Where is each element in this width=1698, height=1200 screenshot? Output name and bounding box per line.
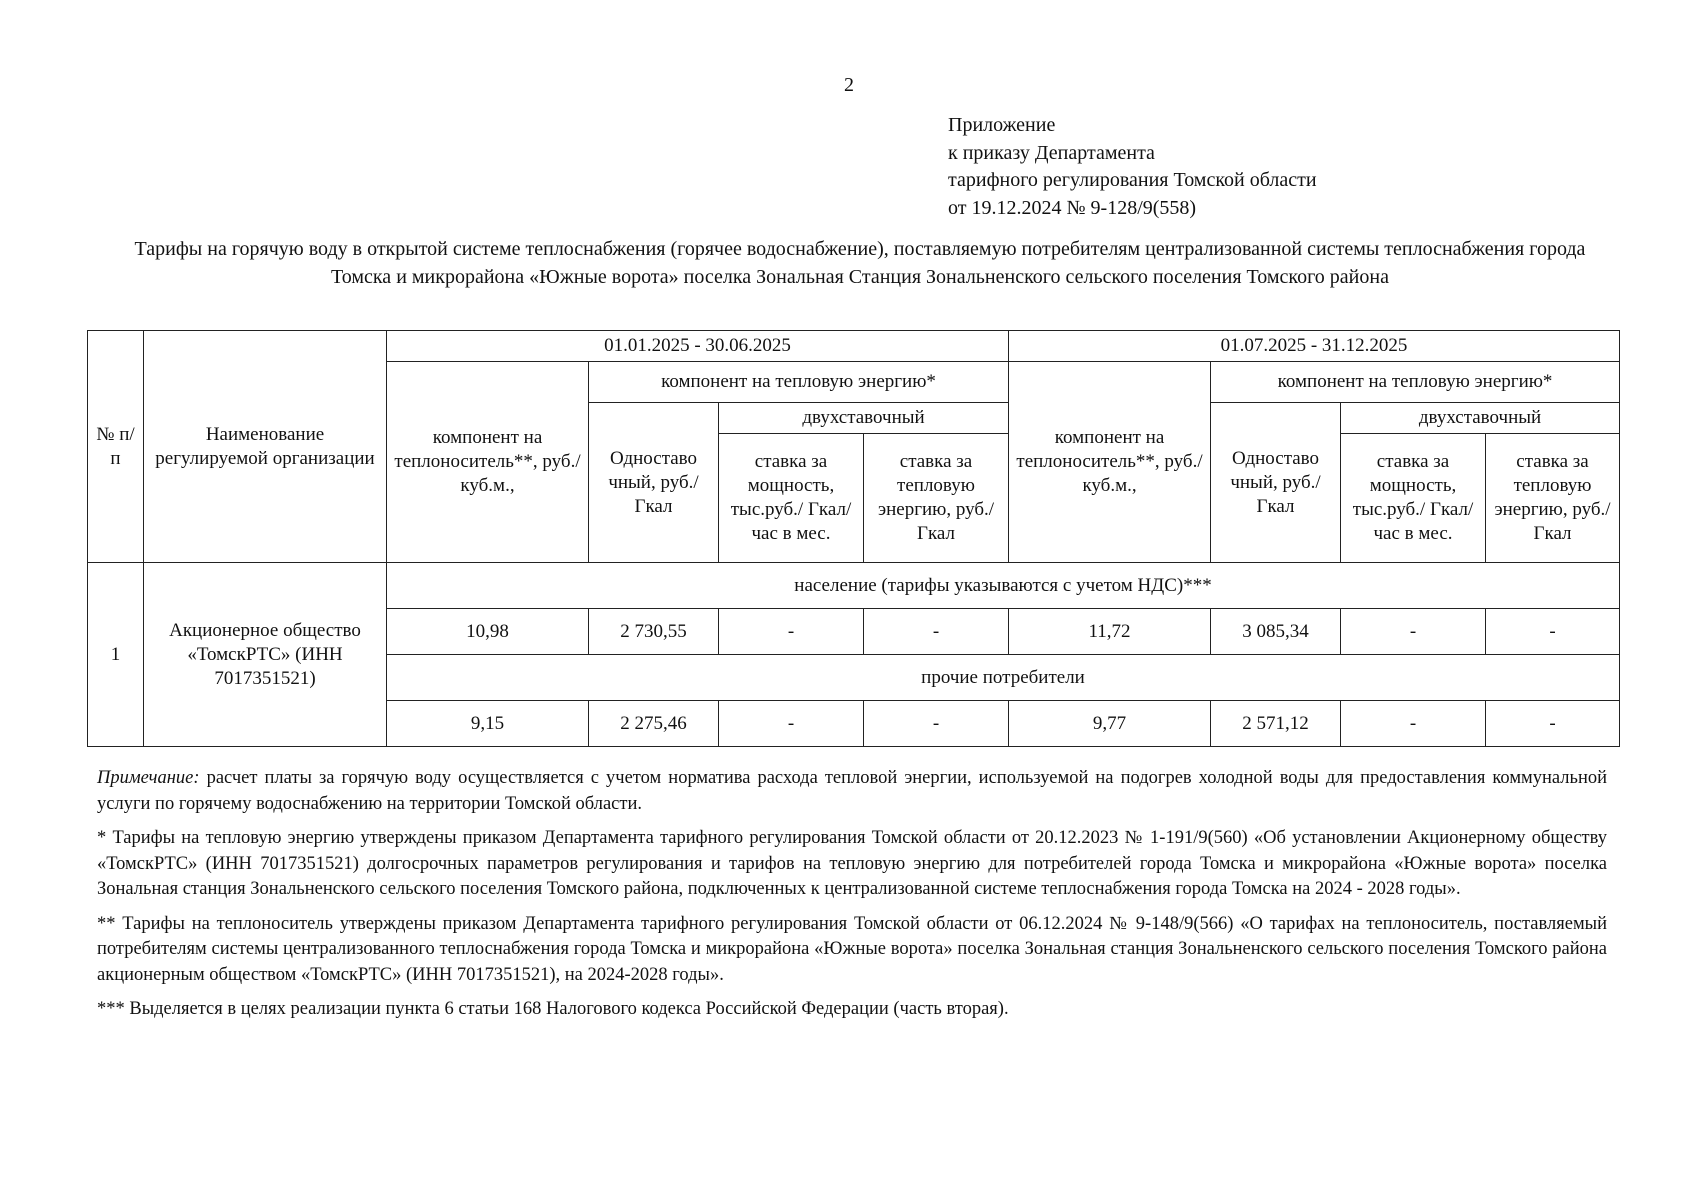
row-num: 1 (88, 563, 144, 747)
other-cell: - (1486, 701, 1620, 747)
note-text: расчет платы за горячую воду осуществляется с учетом норматива расхода тепловой энергии, используемой на подогрев холодной воды для предоставления коммунальной услуги по горячему водоснабжению на территории Томской области. (97, 768, 1607, 814)
other-cell: - (864, 701, 1009, 747)
population-cell: - (1486, 609, 1620, 655)
header-two-rate-1: двухставочный (719, 403, 1009, 434)
header-single-rate-1: Одноставо чный, руб./Гкал (589, 403, 719, 563)
header-heat-component-2: компонент на тепловую энергию* (1211, 362, 1620, 403)
other-cell: 2 275,46 (589, 701, 719, 747)
appendix-line: тарифного регулирования Томской области (948, 169, 1317, 191)
population-cell: 2 730,55 (589, 609, 719, 655)
footnote-2: ** Тарифы на теплоноситель утверждены приказом Департамента тарифного регулирования Томской области от 06.12.2024 № 9-148/9(566) «О тарифах на теплоноситель, поставляемый потребителям системы централизованного теплоснабжения города Томска и микрорайона «Южные ворота» поселка Зональная станция Зональненского сельского поселения Томского района акционерным обществом «ТомскРТС» (ИНН 7017351521), на 2024-2028 годы». (97, 913, 1607, 985)
other-cell: 2 571,12 (1211, 701, 1341, 747)
population-cell: 3 085,34 (1211, 609, 1341, 655)
header-organization: Наименование регулируемой организации (144, 331, 387, 563)
row-organization: Акционерное общество «ТомскРТС» (ИНН 7017351521) (144, 563, 387, 747)
header-num: № п/п (88, 331, 144, 563)
population-cell: - (719, 609, 864, 655)
header-energy-rate-2: ставка за тепловую энергию, руб./Гкал (1486, 434, 1620, 563)
note-label: Примечание: (97, 768, 200, 788)
other-cell: - (1341, 701, 1486, 747)
population-cell: - (1341, 609, 1486, 655)
section-population: население (тарифы указываются с учетом НДС)*** (387, 563, 1620, 609)
header-coolant-2: компонент на теплоноситель**, руб./куб.м., (1009, 362, 1211, 563)
header-period-1: 01.01.2025 - 30.06.2025 (387, 331, 1009, 362)
page-number: 2 (844, 74, 854, 96)
header-capacity-rate-1: ставка за мощность, тыс.руб./ Гкал/час в мес. (719, 434, 864, 563)
other-cell: - (719, 701, 864, 747)
appendix-line: Приложение (948, 114, 1056, 136)
population-cell: - (864, 609, 1009, 655)
document-title: Тарифы на горячую воду в открытой системе теплоснабжения (горячее водоснабжение), поставляемую потребителям централизованной системы теплоснабжения города Томска и микрорайона «Южные ворота» поселка Зональная Станция Зональненского сельского поселения Томского района (134, 238, 1586, 288)
notes-section (97, 766, 1607, 1032)
header-heat-component-1: компонент на тепловую энергию* (589, 362, 1009, 403)
section-other-consumers: прочие потребители (387, 655, 1620, 701)
appendix-block (948, 112, 1317, 222)
header-energy-rate-1: ставка за тепловую энергию, руб./Гкал (864, 434, 1009, 563)
header-two-rate-2: двухставочный (1341, 403, 1620, 434)
other-cell: 9,15 (387, 701, 589, 747)
footnote-3: *** Выделяется в целях реализации пункта 6 статьи 168 Налогового кодекса Российской Федерации (часть вторая). (97, 999, 1009, 1019)
tariff-table (87, 330, 1620, 747)
header-coolant-1: компонент на теплоноситель**, руб./куб.м., (387, 362, 589, 563)
header-single-rate-2: Одноставо чный, руб./Гкал (1211, 403, 1341, 563)
note-paragraph (97, 766, 1607, 817)
header-period-2: 01.07.2025 - 31.12.2025 (1009, 331, 1620, 362)
header-capacity-rate-2: ставка за мощность, тыс.руб./ Гкал/час в мес. (1341, 434, 1486, 563)
population-cell: 10,98 (387, 609, 589, 655)
appendix-line: от 19.12.2024 № 9-128/9(558) (948, 196, 1197, 219)
appendix-line: к приказу Департамента (948, 141, 1155, 164)
other-cell: 9,77 (1009, 701, 1211, 747)
footnote-1: * Тарифы на тепловую энергию утверждены приказом Департамента тарифного регулирования Томской области от 20.12.2023 № 1-191/9(560) «Об установлении Акционерному обществу «ТомскРТС» (ИНН 7017351521) долгосрочных параметров регулирования и тарифов на тепловую энергию для потребителей города Томска и микрорайона «Южные ворота» поселка Зональная станция Зональненского сельского поселения Томского района, подключенных к централизованной системе теплоснабжения города Томска на 2024 - 2028 годы». (97, 828, 1607, 899)
population-cell: 11,72 (1009, 609, 1211, 655)
